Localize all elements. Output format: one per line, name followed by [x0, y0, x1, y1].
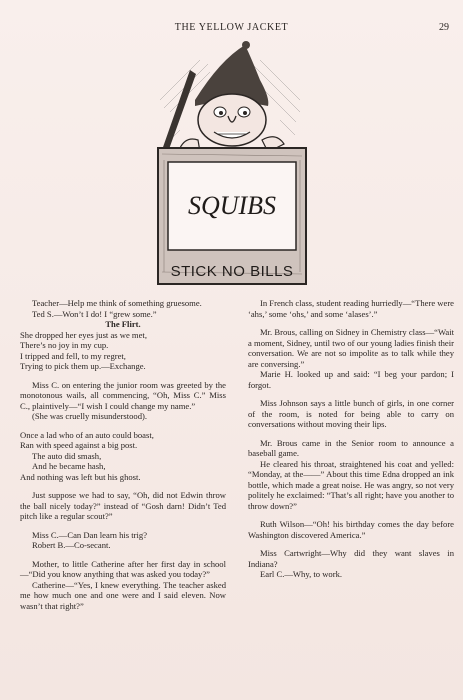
poem-line: There’s no joy in my cup.: [20, 340, 109, 350]
poem-line: And he became hash,: [32, 461, 106, 471]
poem-line: Once a lad who of an auto could boast,: [20, 429, 154, 440]
paragraph: Miss Johnson says a little bunch of girls, in one corner of the room, is noted for being able to carry on conversations without moving their lips.: [248, 398, 454, 429]
paragraph: Ruth Wilson—“Oh! his birthday comes the day before Washington discovered America.”: [248, 519, 454, 540]
poem-line: I tripped and fell, to my regret,: [20, 350, 126, 361]
paragraph: Mother, to little Catherine after her first day in school—“Did you know anything that was asked you today?”: [20, 558, 226, 579]
paragraph: Teacher—Help me think of something gruesome.: [32, 298, 202, 308]
poem-line: And nothing was left but his ghost.: [20, 471, 141, 482]
paragraph: Catherine—“Yes, I knew everything. The teacher asked me how much one and one were and I said eleven. Now wasn’t that right?”: [20, 579, 226, 611]
magazine-title: THE YELLOW JACKET: [174, 22, 289, 33]
sign-title: SQUIBS: [187, 191, 277, 220]
paragraph: Marie H. looked up and said: “I beg your pardon; I forgot.: [248, 369, 454, 390]
poem-line: The auto did smash,: [32, 450, 102, 461]
paragraph: Mr. Brous came in the Senior room to announce a baseball game.: [248, 437, 454, 458]
left-column: [20, 298, 226, 611]
poem-line: She dropped her eyes just as we met,: [20, 329, 147, 340]
article-columns: [20, 298, 455, 696]
board-text: STICK NO BILLS: [170, 263, 294, 280]
poem-line: Trying to pick them up.—Exchange.: [20, 361, 146, 371]
paragraph: Earl C.—Why, to work.: [260, 569, 343, 579]
paragraph: In French class, student reading hurriedly—“There were ‘ahs,’ some ‘ohs,’ and some ‘alases’.”: [248, 298, 455, 319]
poem-line: Ran with speed against a big post.: [20, 440, 138, 450]
page-number: 29: [439, 22, 449, 33]
paragraph: Miss C. on entering the junior room was greeted by the monotonous wails, all commencing, “Oh, Miss C.” Miss C., plaintively—“I wish I could change my name.”: [20, 379, 226, 411]
paragraph: Just suppose we had to say, “Oh, did not Edwin throw the ball nicely today?” instead of “Gosh darn! Didn’t Ted pitch like a regular scout?”: [20, 490, 226, 521]
paragraph: Miss C.—Can Dan learn his trig?: [32, 529, 148, 540]
paragraph: He cleared his throat, straightened his coat and yelled: “Monday, at the——” About this time Edna dropped an ink bottle, which made a great noise. He was angry, so not very politely he exclaimed: “That’s all right; have you another to throw down?”: [248, 458, 454, 511]
paragraph: Mr. Brous, calling on Sidney in Chemistry class—“Wait a moment, Sidney, until two of our young ladies finish their conversation. We are not so impolite as to talk while they are conversing.”: [248, 327, 454, 369]
paragraph: Miss Cartwright—Why did they want slaves in Indiana?: [248, 548, 454, 569]
squibs-illustration: [150, 40, 314, 288]
right-column: [248, 298, 454, 580]
paragraph: (She was cruelly misunderstood).: [32, 411, 148, 421]
paragraph: Ted S.—Won’t I do! I “grew some.”: [32, 308, 157, 319]
paragraph: Robert B.—Co-secant.: [32, 540, 111, 550]
running-header: [0, 22, 463, 38]
poem-title: The Flirt.: [105, 319, 141, 329]
